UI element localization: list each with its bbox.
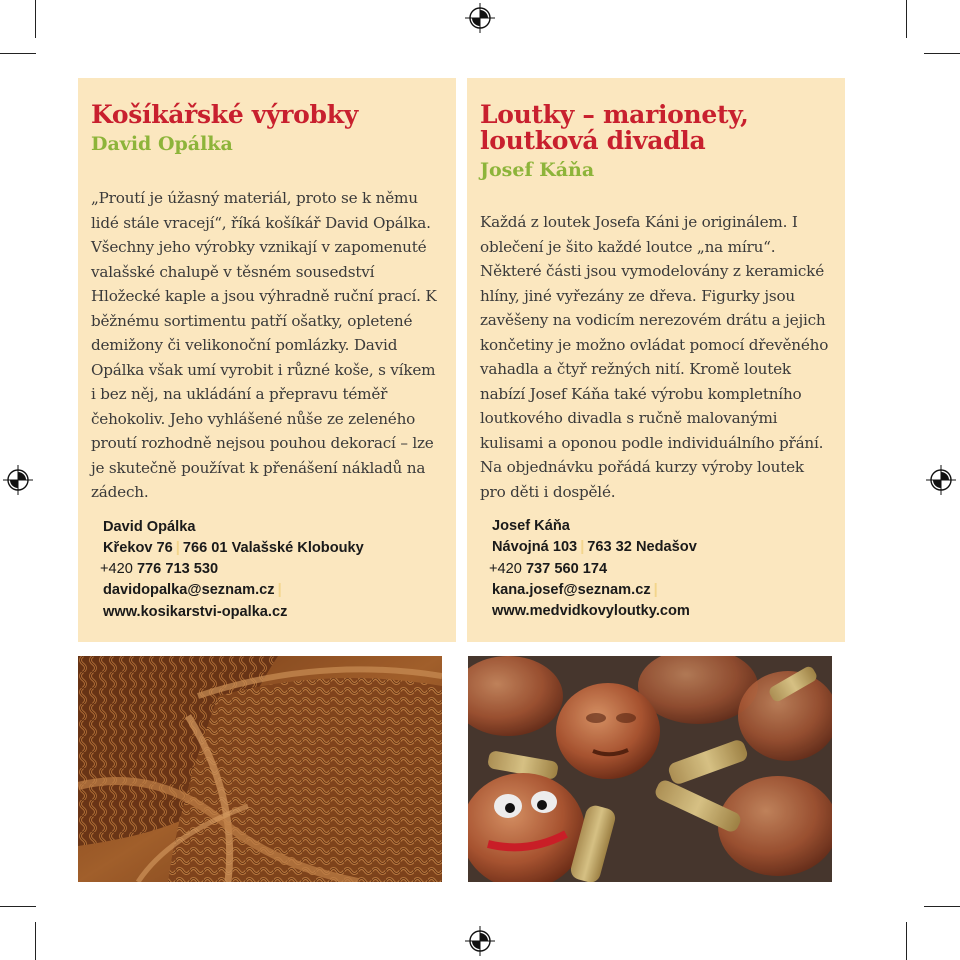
contact-address bbox=[492, 537, 833, 558]
basketry-article bbox=[78, 78, 456, 642]
contact-city: 763 32 Nedašov bbox=[587, 539, 697, 556]
puppet-article bbox=[467, 78, 845, 642]
phone-number: 737 560 174 bbox=[525, 560, 608, 577]
article-title: Košíkářské výrobky bbox=[91, 100, 358, 129]
article-title: Loutky – marionety, loutková divadla bbox=[480, 100, 749, 155]
contact-web[interactable]: www.medvidkovyloutky.com bbox=[492, 603, 690, 620]
contact-street: Křekov 76 bbox=[103, 539, 173, 556]
crop-mark bbox=[0, 53, 36, 54]
contact-name: David Opálka bbox=[103, 518, 196, 535]
separator: | bbox=[653, 581, 658, 598]
separator: | bbox=[277, 582, 282, 599]
contact-city: 766 01 Valašské Klobouky bbox=[182, 539, 364, 556]
registration-mark-icon bbox=[926, 465, 956, 495]
contact-street: Návojná 103 bbox=[492, 539, 578, 556]
contact-address bbox=[103, 538, 444, 559]
crop-mark bbox=[924, 906, 960, 907]
phone-number: 776 713 530 bbox=[136, 561, 219, 578]
contact-email-line bbox=[492, 580, 833, 601]
contact-block bbox=[480, 516, 833, 622]
crop-mark bbox=[35, 0, 36, 38]
registration-mark-icon bbox=[465, 3, 495, 33]
separator: | bbox=[175, 539, 180, 556]
article-body: „Proutí je úžasný materiál, proto se k němu lidé stále vracejí“, říká košíkář David Opálka. Všechny jeho výrobky vznikají v zapomenuté valašské chalupě v těsném sousedství Hložecké kaple a jsou výhradně ruční prací. K běžnému sortimentu patří ošatky, opletené demižony či velikonoční pomlázky. David Opálka však umí vyrobit i různé koše, s víkem i bez něj, na ukládání a přepravu téměř čehokoliv. Jeho vyhlášené nůše ze zeleného proutí rozhodně nejsou pouhou dekorací – lze je skutečně používat k přenášení nákladů na zádech. bbox=[91, 189, 437, 501]
crop-mark bbox=[924, 53, 960, 54]
phone-prefix: +420 bbox=[489, 560, 522, 577]
contact-web[interactable]: www.kosikarstvi-opalka.cz bbox=[103, 603, 288, 620]
registration-mark-icon bbox=[3, 465, 33, 495]
contact-block bbox=[91, 517, 444, 623]
crop-mark bbox=[35, 922, 36, 960]
article-author: David Opálka bbox=[91, 133, 233, 155]
crop-mark bbox=[906, 922, 907, 960]
contact-name: Josef Káňa bbox=[492, 518, 570, 534]
registration-mark-icon bbox=[465, 926, 495, 956]
article-author: Josef Káňa bbox=[480, 159, 595, 181]
article-body: Každá z loutek Josefa Káni je originálem. I oblečení je šito každé loutce „na míru“. Některé části jsou vymodelovány z keramické hlíny, jiné vyřezány ze dřeva. Figurky jsou zavěšeny na vodicím nerezovém drátu a jejich končetiny je možno ovládat pomocí dřevěného vahadla a čtyř režných nití. Kromě loutek nabízí Josef Káňa také výrobu kompletního loutkového divadla s ručně malovanými kulisami a oponou podle individuálního přání. Na objednávku pořádá kurzy výroby loutek pro děti i dospělé. bbox=[480, 213, 829, 501]
contact-phone bbox=[100, 559, 444, 580]
crop-mark bbox=[906, 0, 907, 38]
puppet-heads-photo bbox=[468, 656, 832, 882]
contact-email-line bbox=[103, 580, 444, 601]
wicker-basket-photo bbox=[78, 656, 442, 882]
contact-phone bbox=[489, 559, 833, 580]
crop-mark bbox=[0, 906, 36, 907]
phone-prefix: +420 bbox=[100, 561, 133, 578]
contact-email[interactable]: davidopalka@seznam.cz bbox=[103, 582, 275, 599]
contact-email[interactable]: kana.josef@seznam.cz bbox=[492, 581, 651, 598]
separator: | bbox=[580, 539, 585, 556]
